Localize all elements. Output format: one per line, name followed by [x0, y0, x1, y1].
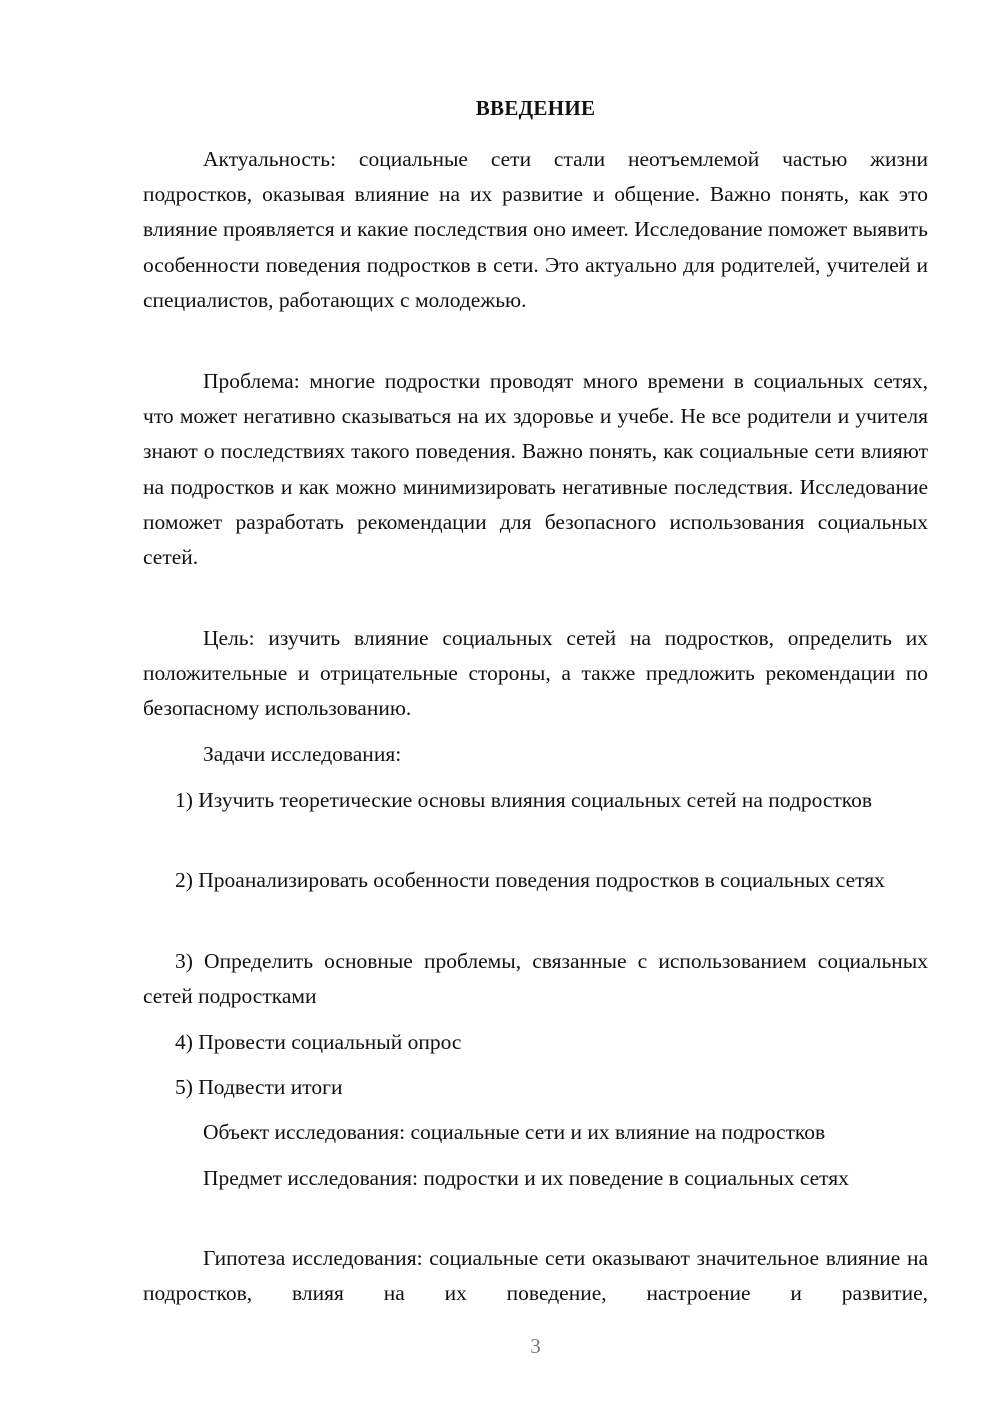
subject-paragraph: Предмет исследования: подростки и их поведение в социальных сетях — [203, 1166, 849, 1190]
document-page — [143, 0, 928, 1414]
task-item-5: 5) Подвести итоги — [175, 1075, 343, 1099]
task-item-3: 3) Определить основные проблемы, связанные с использованием социальных сетей подростками — [143, 949, 928, 1009]
relevance-paragraph: Актуальность: социальные сети стали неотъемлемой частью жизни подростков, оказывая влияние на их развитие и общение. Важно понять, как это влияние проявляется и какие последствия оно имеет. Исследование поможет выявить особенности поведения подростков в сети. Это актуально для родителей, учителей и специалистов, работающих с молодежью. — [143, 147, 928, 312]
page-number: 3 — [530, 1334, 541, 1358]
task-item-2: 2) Проанализировать особенности поведения подростков в социальных сетях — [175, 868, 885, 892]
object-paragraph: Объект исследования: социальные сети и их влияние на подростков — [203, 1120, 826, 1144]
hypothesis-paragraph: Гипотеза исследования: социальные сети оказывают значительное влияние на подростков, влияя на их поведение, настроение и развитие, — [143, 1246, 928, 1306]
task-item-4: 4) Провести социальный опрос — [175, 1030, 462, 1054]
problem-paragraph: Проблема: многие подростки проводят много времени в социальных сетях, что может негативно сказываться на их здоровье и учебе. Не все родители и учителя знают о последствиях такого поведения. Важно понять, как социальные сети влияют на подростков и как можно минимизировать негативные последствия. Исследование поможет разработать рекомендации для безопасного использования социальных сетей. — [143, 369, 928, 570]
tasks-heading: Задачи исследования: — [203, 742, 402, 766]
page-title: ВВЕДЕНИЕ — [475, 96, 596, 120]
goal-paragraph: Цель: изучить влияние социальных сетей на подростков, определить их положительные и отрицательные стороны, а также предложить рекомендации по безопасному использованию. — [143, 626, 928, 721]
task-item-1: 1) Изучить теоретические основы влияния социальных сетей на подростков — [175, 788, 873, 812]
